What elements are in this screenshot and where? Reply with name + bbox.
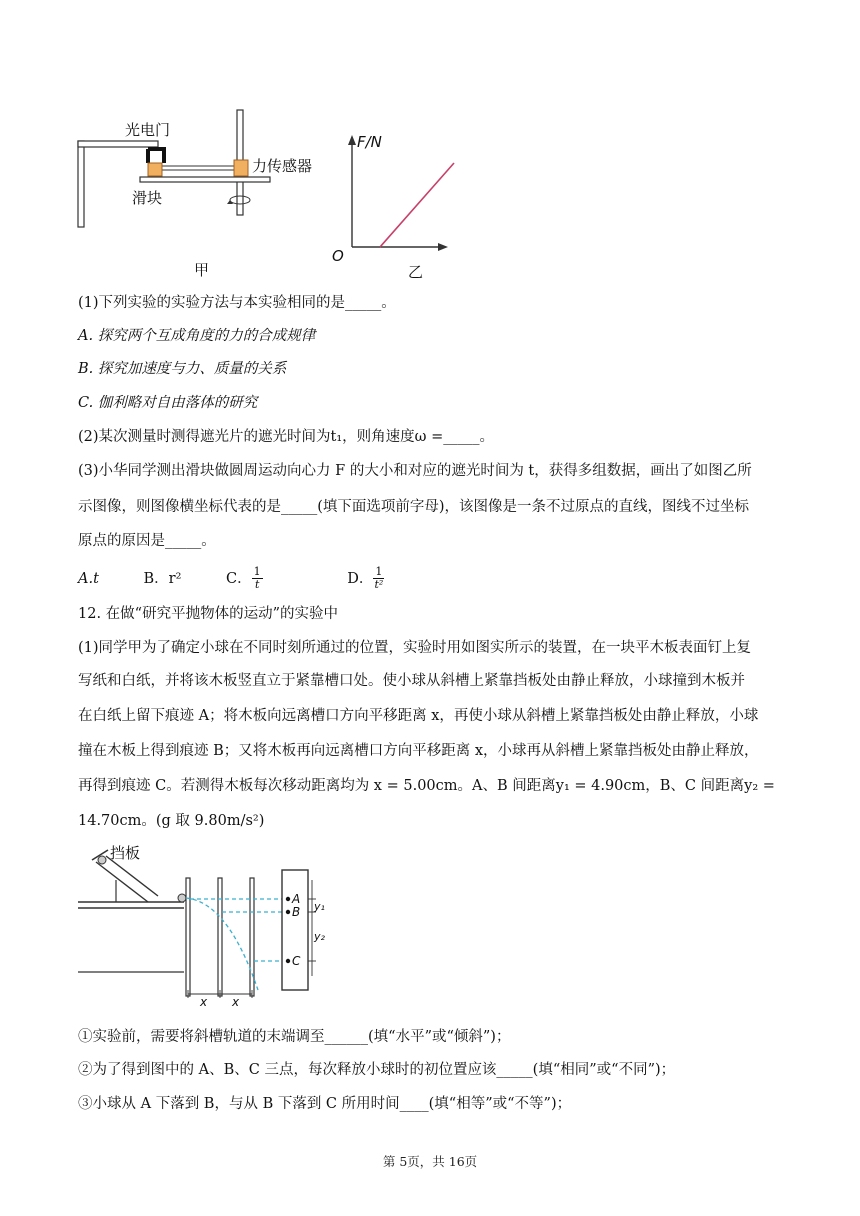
q11-part1: (1)下列实验的实验方法与本实验相同的是_____。 [78,295,396,311]
choice-c-prefix: C． [226,570,252,587]
label-baffle: 挡板 [110,844,141,862]
choice-d-den: t² [374,578,384,591]
label-y1: y₁ [314,900,325,913]
force-sensor-block [234,160,248,176]
q12-p1-line4: 撞在木板上得到痕迹 B；又将木板再向远离槽口方向平移距离 x，小球再从斜槽上紧靠挡板处由静止释放， [78,743,759,759]
label-a: A [292,892,301,906]
f-vs-x-line [380,163,454,247]
axis-y-label: F/N [357,133,382,151]
slider-block [148,163,162,176]
q12-p1-line6: 14.70cm。(g 取 9.80m/s²) [78,813,265,829]
caption-jia: 甲 [194,261,210,279]
label-force-sensor: 力传感器 [252,157,313,175]
choice-a: A.t [78,570,99,587]
q12-sub1: ①实验前，需要将斜槽轨道的末端调至______(填“水平”或“倾斜”)； [78,1029,511,1045]
label-x-second: x [232,995,240,1009]
page-footer: 第 5页，共 16页 [382,1154,478,1169]
label-photogate: 光电门 [125,121,171,139]
choice-b: B．r² [143,570,182,587]
choice-c-den: t [254,578,260,591]
q12-p1-line2: 写纸和白纸，并将该木板竖直立于紧靠槽口处。使小球从斜槽上紧靠挡板处由静止释放，小球撞到木板并 [78,673,745,689]
label-slider: 滑块 [132,189,163,207]
label-b: B [292,905,301,919]
q12-p1-line1: (1)同学甲为了确定小球在不同时刻所通过的位置，实验时用如图实所示的装置，在一块平木板表面钉上复 [78,640,752,656]
label-y2: y₂ [314,930,325,943]
q11-option-b: B. 探究加速度与力、质量的关系 [78,361,287,377]
label-x-first: x [200,995,208,1009]
q11-part2: (2)某次测量时测得遮光片的遮光时间为t₁，则角速度ω =_____。 [78,429,495,445]
choice-c [226,566,303,591]
q11-option-c: C. 伽利略对自由落体的研究 [78,395,258,411]
choice-d-prefix: D． [347,570,374,587]
q11-part3-line3: 原点的原因是_____。 [78,533,216,549]
figure-apparatus-and-graph [70,105,490,285]
q12-sub2: ②为了得到图中的 A、B、C 三点，每次释放小球时的初位置应该_____(填“相同”或“不同”)； [78,1062,676,1078]
q12-p1-line3: 在白纸上留下痕迹 A；将木板向远离槽口方向平移距离 x，再使小球从斜槽上紧靠挡板处由静止释放，小球 [78,708,759,724]
q12-title: 12. 在做“研究平抛物体的运动”的实验中 [78,606,338,622]
label-c: C [292,954,301,968]
caption-yi: 乙 [408,263,424,281]
q11-part3-line1: (3)小华同学测出滑块做圆周运动向心力 F 的大小和对应的遮光时间为 t，获得多组数据，画出了如图乙所 [78,463,752,479]
choice-d [347,566,424,591]
q11-option-a: A. 探究两个互成角度的力的合成规律 [78,328,316,344]
origin-label: O [332,247,344,265]
q11-choices [78,566,800,591]
choice-d-num: 1 [375,565,383,578]
choice-c-fraction [252,566,303,591]
q11-part3-line2: 示图像，则图像横坐标代表的是_____(填下面选项前字母)，该图像是一条不过原点的直线，图线不过坐标 [78,499,750,515]
q12-sub3: ③小球从 A 下落到 B，与从 B 下落到 C 所用时间____(填“相等”或“不等”)； [78,1096,572,1112]
choice-d-fraction [373,566,424,591]
choice-c-num: 1 [253,565,261,578]
figure-projectile-apparatus [78,840,338,1010]
q12-p1-line5: 再得到痕迹 C。若测得木板每次移动距离均为 x = 5.00cm。A、B 间距离y₁ = 4.90cm，B、C 间距离y₂ = [78,778,775,794]
